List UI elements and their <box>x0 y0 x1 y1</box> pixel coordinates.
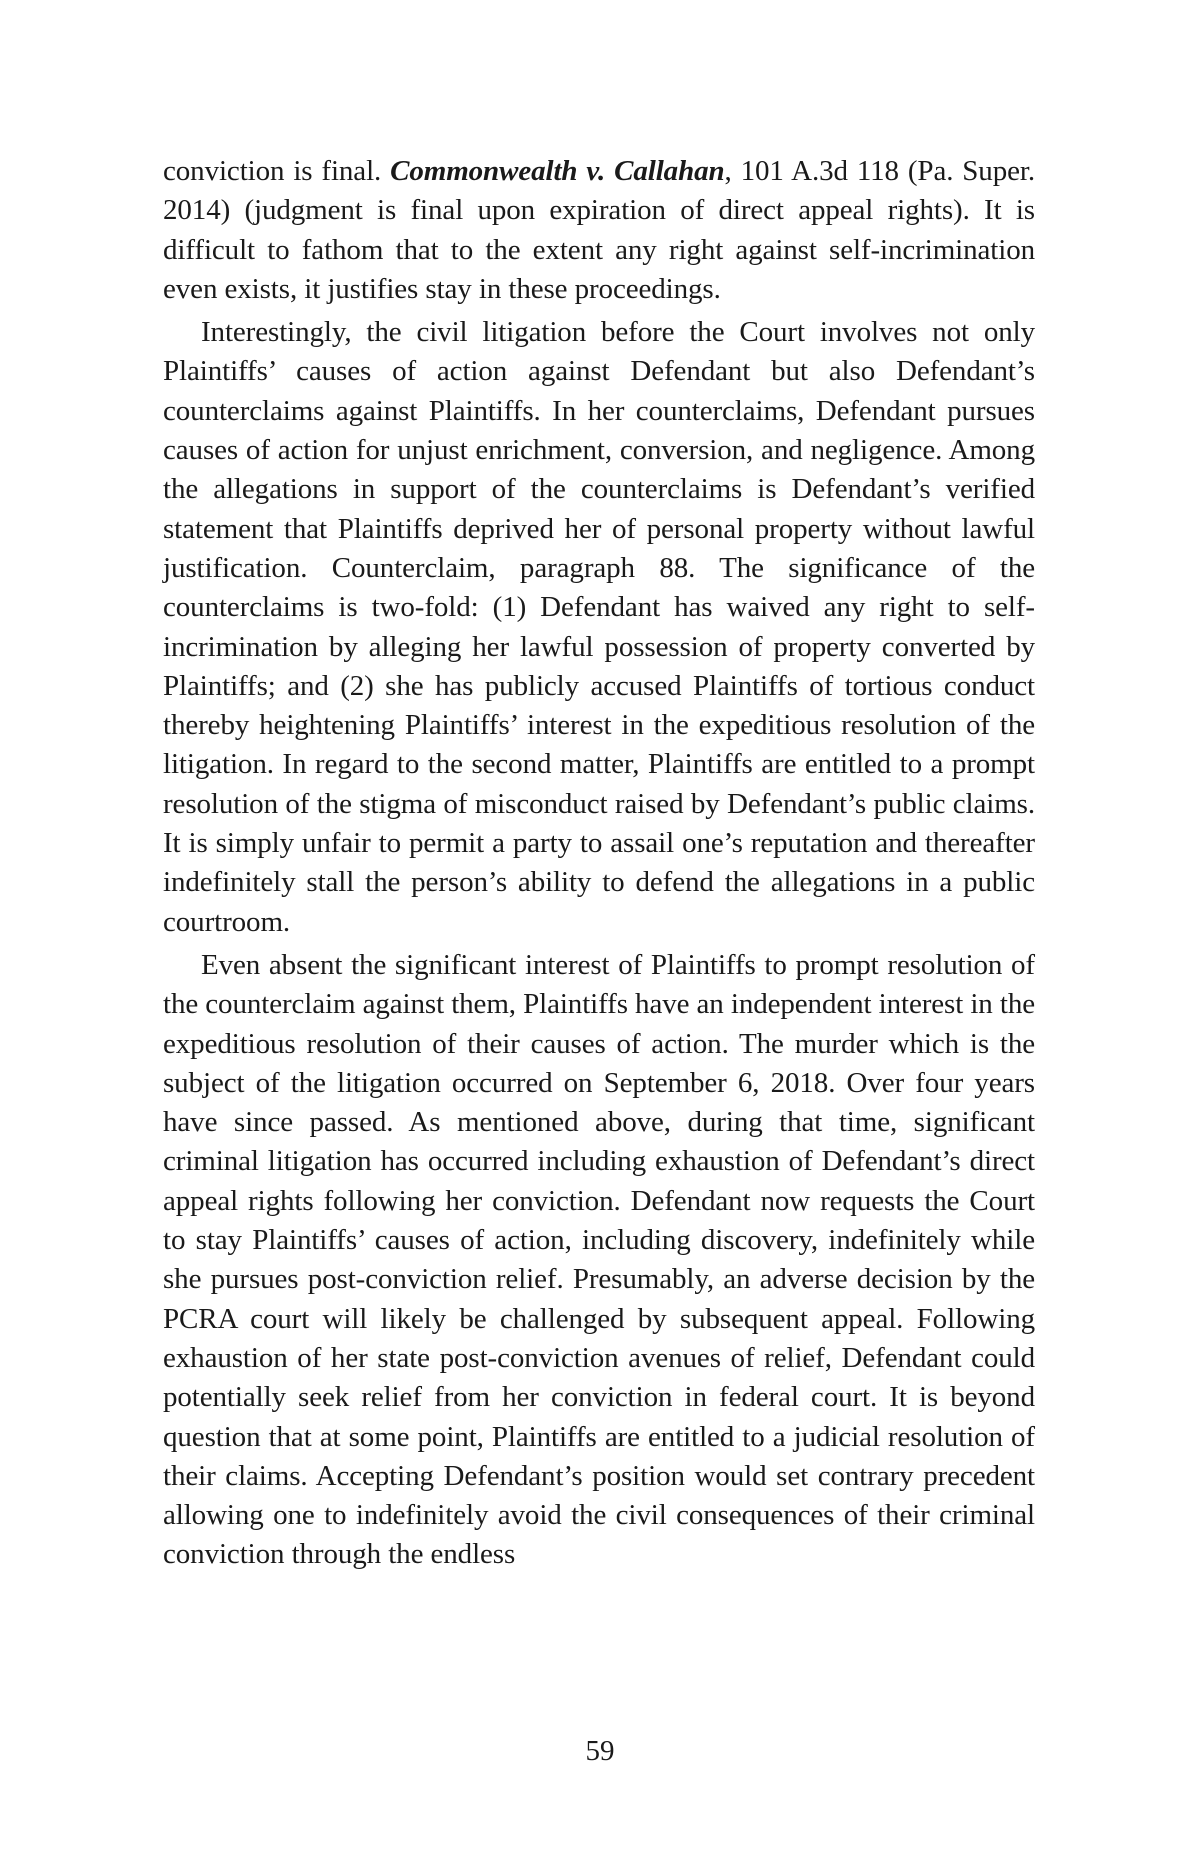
paragraph-2: Interestingly, the civil litigation before the Court involves not only Plaintiffs’ causes of action against Defendant but also Defendant’s counterclaims against Plaintiffs. In her counterclaims, Defendant pursues causes of action for unjust enrichment, conversion, and negligence. Among the allegations in support of the counterclaims is Defendant’s verified statement that Plaintiffs deprived her of personal property without lawful justification. Counterclaim, paragraph 88. The significance of the counterclaims is two-fold: (1) Defendant has waived any right to self-incrimination by alleging her lawful possession of property converted by Plaintiffs; and (2) she has publicly accused Plaintiffs of tortious conduct thereby heightening Plaintiffs’ interest in the expeditious resolution of the litigation. In regard to the second matter, Plaintiffs are entitled to a prompt resolution of the stigma of misconduct raised by Defendant’s public claims. It is simply unfair to permit a party to assail one’s reputation and thereafter indefinitely stall the person’s ability to defend the allegations in a public courtroom. <box>163 316 1035 938</box>
case-citation-name: Commonwealth v. Callahan <box>390 155 725 187</box>
paragraph-1-lead: conviction is final. <box>163 155 391 187</box>
paragraph-3: Even absent the significant interest of Plaintiffs to prompt resolution of the counterclaim against them, Plaintiffs have an independent interest in the expeditious resolution of their causes of action. The murder which is the subject of the litigation occurred on September 6, 2018. Over four years have since passed. As mentioned above, during that time, significant criminal litigation has occurred including exhaustion of Defendant’s direct appeal rights following her conviction. Defendant now requests the Court to stay Plaintiffs’ causes of action, including discovery, indefinitely while she pursues post-conviction relief. Presumably, an adverse decision by the PCRA court will likely be challenged by subsequent appeal. Following exhaustion of her state post-conviction avenues of relief, Defendant could potentially seek relief from her conviction in federal court. It is beyond question that at some point, Plaintiffs are entitled to a judicial resolution of their claims. Accepting Defendant’s position would set contrary precedent allowing one to indefinitely avoid the civil consequences of their criminal conviction through the endless <box>163 948 1035 1571</box>
paragraph-1 <box>163 152 1035 309</box>
page-number: 59 <box>585 1735 615 1767</box>
paragraph-1-rest: , 101 A.3d 118 (Pa. Super. 2014) (judgment is final upon expiration of direct appeal rights). It is difficult to fathom that to the extent any right against self-incrimination even exists, it justifies stay in these proceedings. <box>163 155 1035 305</box>
document-body <box>163 152 1035 1575</box>
